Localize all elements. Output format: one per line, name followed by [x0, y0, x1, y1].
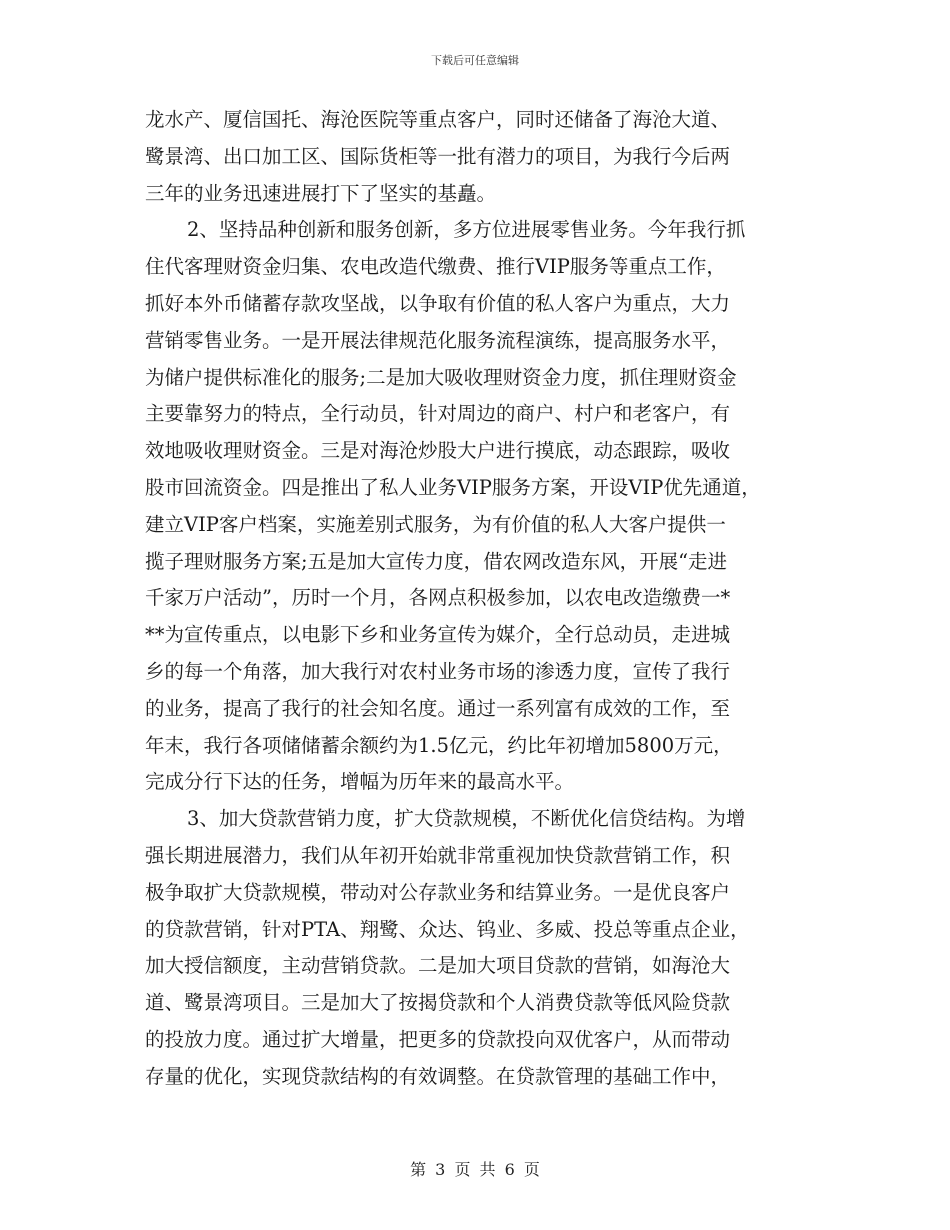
- text-line: 2、坚持品种创新和服务创新，多方位进展零售业务。今年我行抓: [187, 218, 746, 242]
- text-line: 乡的每一个角落，加大我行对农村业务市场的渗透力度，宣传了我行: [145, 659, 731, 683]
- text-line: 完成分行下达的任务，增幅为历年来的最高水平。: [145, 770, 575, 794]
- text-line: 存量的优化，实现贷款结构的有效调整。在贷款管理的基础工作中，: [145, 1064, 731, 1088]
- page-number-footer: 第 3 页 共 6 页: [410, 1160, 540, 1179]
- text-line: 效地吸收理财资金。三是对海沧炒股大户进行摸底，动态跟踪，吸收: [145, 439, 731, 463]
- text-line: 强长期进展潜力，我们从年初开始就非常重视加快贷款营销工作，积: [145, 843, 731, 867]
- text-line: 主要靠努力的特点，全行动员，针对周边的商户、村户和老客户，有: [145, 402, 731, 426]
- page-header-note: 下载后可任意编辑: [431, 54, 519, 67]
- text-line: 抓好本外币储蓄存款攻坚战，以争取有价值的私人客户为重点，大力: [145, 291, 731, 315]
- text-line: 极争取扩大贷款规模，带动对公存款业务和结算业务。一是优良客户: [145, 880, 731, 904]
- text-line: 的贷款营销，针对PTA、翔鹭、众达、钨业、多威、投总等重点企业，: [145, 917, 750, 941]
- text-line: **为宣传重点，以电影下乡和业务宣传为媒介，全行总动员，走进城: [145, 623, 731, 647]
- text-line: 鹭景湾、出口加工区、国际货柜等一批有潜力的项目，为我行今后两: [145, 144, 731, 168]
- text-line: 年末，我行各项储储蓄余额约为1.5亿元，约比年初增加5800万元，: [145, 733, 733, 757]
- document-body: [145, 102, 845, 1096]
- text-line: 揽子理财服务方案;五是加大宣传力度，借农网改造东风，开展“走进: [145, 549, 728, 573]
- text-line: 三年的业务迅速进展打下了坚实的基矗。: [145, 181, 497, 205]
- text-line: 的业务，提高了我行的社会知名度。通过一系列富有成效的工作，至: [145, 696, 731, 720]
- text-line: 的投放力度。通过扩大增量，把更多的贷款投向双优客户，从而带动: [145, 1027, 731, 1051]
- text-line: 为储户提供标准化的服务;二是加大吸收理财资金力度，抓住理财资金: [145, 365, 737, 389]
- text-line: 千家万户活动”，历时一个月，各网点积极参加，以农电改造缴费一*: [145, 586, 731, 610]
- text-line: 建立VIP客户档案，实施差别式服务，为有价值的私人大客户提供一: [145, 512, 726, 536]
- text-line: 营销零售业务。一是开展法律规范化服务流程演练，提高服务水平，: [145, 328, 731, 352]
- text-line: 道、鹭景湾项目。三是加大了按揭贷款和个人消费贷款等低风险贷款: [145, 991, 731, 1015]
- text-line: 加大授信额度，主动营销贷款。二是加大项目贷款的营销，如海沧大: [145, 954, 731, 978]
- text-line: 股市回流资金。四是推出了私人业务VIP服务方案，开设VIP优先通道，: [145, 475, 761, 499]
- text-line: 3、加大贷款营销力度，扩大贷款规模，不断优化信贷结构。为增: [187, 807, 746, 831]
- text-line: 住代客理财资金归集、农电改造代缴费、推行VIP服务等重点工作，: [145, 255, 726, 279]
- text-line: 龙水产、厦信国托、海沧医院等重点客户，同时还储备了海沧大道、: [145, 108, 731, 131]
